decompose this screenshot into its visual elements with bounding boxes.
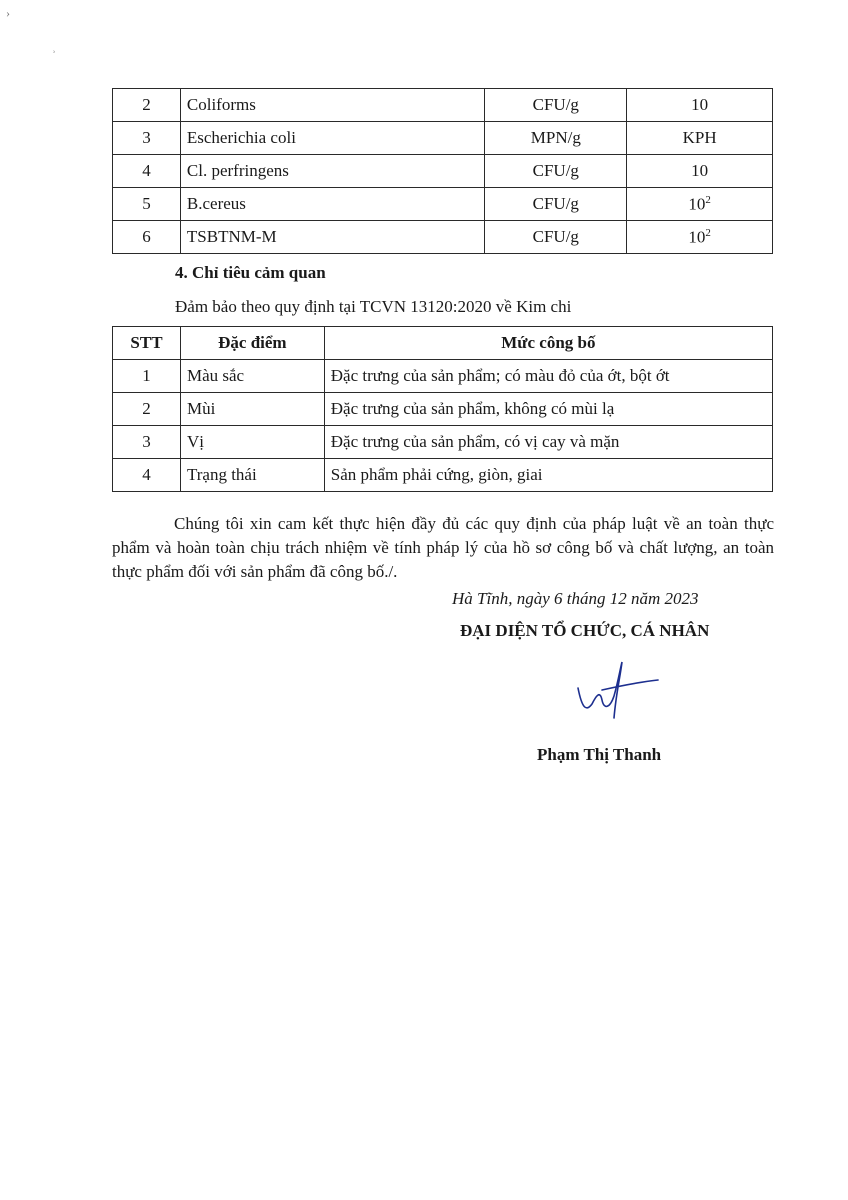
table-row [113,459,773,492]
max-level-value: 10 [691,161,709,180]
unit: CFU/g [485,155,627,188]
exponent: 2 [705,193,711,206]
unit: CFU/g [485,188,627,221]
row-number: 5 [113,188,181,221]
table-row [113,360,773,393]
signer-title: ĐẠI DIỆN TỔ CHỨC, CÁ NHÂN [460,621,710,640]
unit: CFU/g [485,89,627,122]
scan-mark: › [6,6,10,20]
row-number: 4 [113,155,181,188]
section-heading: 4. Chỉ tiêu cảm quan [175,263,326,282]
feature: Mùi [180,393,324,426]
section-note: Đảm bảo theo quy định tại TCVN 13120:2020 về Kim chi [175,297,572,316]
table-row [113,122,773,155]
max-level [627,155,773,188]
row-number: 2 [113,393,181,426]
row-number: 3 [113,426,181,459]
indicator-name: TSBTNM-M [180,221,485,254]
exponent: 2 [705,226,711,239]
row-number: 6 [113,221,181,254]
table-row [113,393,773,426]
indicator-name: Escherichia coli [180,122,485,155]
declared-level: Sản phẩm phải cứng, giòn, giai [324,459,772,492]
max-level-value: 10 [688,194,706,214]
max-level [627,122,773,155]
table-row [113,188,773,221]
signature-icon [570,660,660,720]
max-level [627,188,773,221]
row-number: 4 [113,459,181,492]
indicator-name: Cl. perfringens [180,155,485,188]
table-row [113,155,773,188]
max-level-value: KPH [682,128,717,147]
indicator-name: B.cereus [180,188,485,221]
table-row [113,89,773,122]
commitment-paragraph: Chúng tôi xin cam kết thực hiện đầy đủ các quy định của pháp luật về an toàn thực phẩm và hoàn toàn chịu trách nhiệm về tính pháp lý của hồ sơ công bố và chất lượng, an toàn thực phẩm đối với sản phẩm đã công bố./. [112,514,774,581]
signer-name: Phạm Thị Thanh [537,745,662,764]
table-row [113,221,773,254]
header-level: Mức công bố [324,327,772,360]
unit: CFU/g [485,221,627,254]
row-number: 3 [113,122,181,155]
feature: Vị [180,426,324,459]
max-level [627,89,773,122]
header-stt: STT [113,327,181,360]
max-level-value: 10 [688,227,706,247]
declared-level: Đặc trưng của sản phẩm; có màu đỏ của ớt, bột ớt [324,360,772,393]
header-feature: Đặc điểm [180,327,324,360]
feature: Màu sắc [180,360,324,393]
feature: Trạng thái [180,459,324,492]
indicator-name: Coliforms [180,89,485,122]
sensory-table [112,326,773,492]
place-date: Hà Tĩnh, ngày 6 tháng 12 năm 2023 [452,589,699,608]
scan-mark: ʾ [52,48,56,62]
row-number: 2 [113,89,181,122]
declared-level: Đặc trưng của sản phẩm, có vị cay và mặn [324,426,772,459]
microbiology-table [112,88,773,254]
max-level [627,221,773,254]
table-header-row [113,327,773,360]
max-level-value: 10 [691,95,709,114]
row-number: 1 [113,360,181,393]
unit: MPN/g [485,122,627,155]
table-row [113,426,773,459]
declared-level: Đặc trưng của sản phẩm, không có mùi lạ [324,393,772,426]
